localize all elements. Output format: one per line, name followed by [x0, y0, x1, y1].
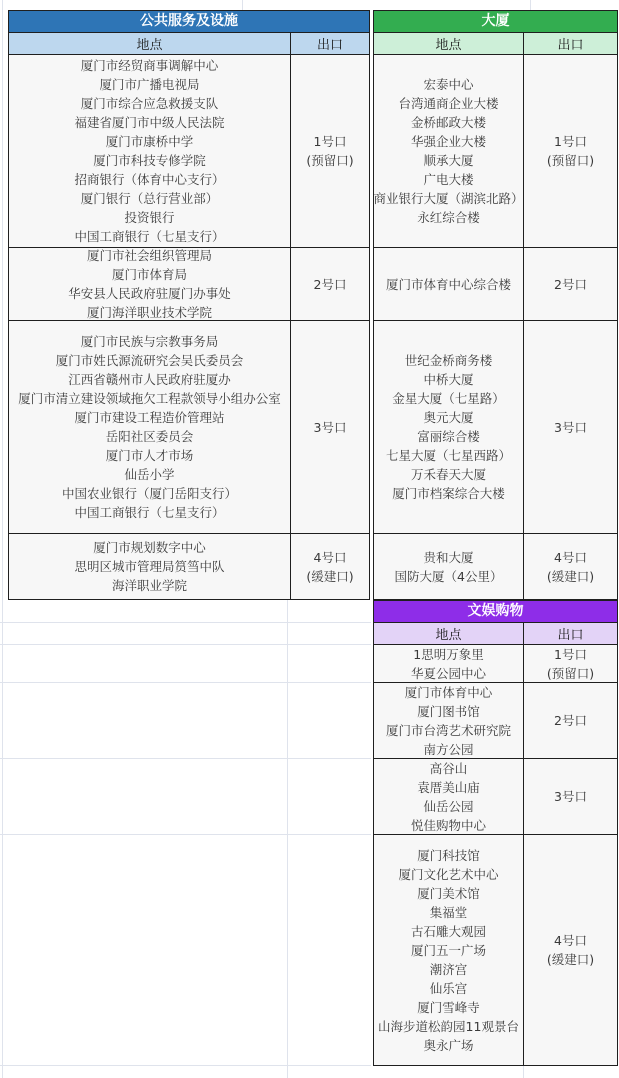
- table-entertainment-shopping: [373, 600, 618, 1066]
- location-line: 厦门市广播电视局: [99, 77, 200, 92]
- location-cell[interactable]: [374, 534, 524, 599]
- location-line: 厦门五一广场: [410, 942, 486, 958]
- table-row-group: [374, 248, 617, 321]
- grid-line: [0, 834, 371, 835]
- grid-line: [530, 0, 531, 10]
- location-line: 华夏公园中心: [410, 665, 486, 681]
- location-line: 国防大厦（4公里）: [394, 568, 503, 584]
- exit-line: 3号口: [313, 419, 347, 435]
- column-header-location[interactable]: 地点: [9, 33, 291, 54]
- location-line: 厦门市人才市场: [105, 448, 194, 463]
- table-row-group: [374, 321, 617, 534]
- exit-cell[interactable]: [291, 248, 369, 320]
- exit-line: 2号口: [313, 276, 347, 292]
- location-line: 潮济宫: [429, 961, 468, 977]
- grid-line: [0, 682, 371, 683]
- location-line: 岳阳社区委员会: [105, 429, 194, 444]
- location-line: 思明区城市管理局筼筜中队: [74, 559, 225, 574]
- table-row-group: [9, 534, 369, 599]
- location-line: 奥永广场: [423, 1037, 474, 1053]
- grid-line: [242, 0, 243, 10]
- exit-line: (预留口): [306, 153, 354, 168]
- location-line: 厦门市民族与宗教事务局: [80, 334, 219, 349]
- table-row-group: [374, 534, 617, 599]
- location-line: 厦门科技馆: [417, 847, 480, 863]
- location-line: 华安县人民政府驻厦门办事处: [68, 286, 231, 301]
- location-line: 厦门图书馆: [417, 703, 480, 719]
- location-line: 福建省厦门市中级人民法院: [74, 115, 225, 130]
- table-row-group: [9, 248, 369, 321]
- location-line: 富丽综合楼: [417, 429, 480, 444]
- location-cell[interactable]: [374, 55, 524, 247]
- table-title[interactable]: 文娱购物: [374, 601, 617, 623]
- location-line: 华强企业大楼: [410, 134, 486, 149]
- column-header-exit[interactable]: 出口: [557, 38, 584, 53]
- location-cell[interactable]: [374, 645, 524, 682]
- exit-cell[interactable]: [524, 683, 617, 758]
- exit-cell[interactable]: [524, 759, 617, 834]
- exit-line: 3号口: [554, 789, 587, 804]
- location-line: 厦门市台湾艺术研究院: [385, 722, 511, 738]
- table-row-group: [374, 55, 617, 248]
- location-line: 海洋职业学院: [111, 578, 187, 593]
- location-line: 厦门海洋职业技术学院: [86, 305, 212, 320]
- location-line: 厦门市体育局: [111, 267, 187, 282]
- location-line: 集福堂: [429, 904, 468, 920]
- location-line: 厦门文化艺术中心: [398, 866, 499, 882]
- exit-cell[interactable]: [524, 645, 617, 682]
- table-row-group: [374, 683, 617, 759]
- exit-cell[interactable]: [291, 534, 369, 599]
- grid-line: [287, 600, 288, 1078]
- grid-line: [0, 1065, 371, 1066]
- location-line: 悦佳购物中心: [410, 817, 486, 833]
- table-row-group: [9, 321, 369, 534]
- location-cell[interactable]: [374, 683, 524, 758]
- exit-line: (缓建口): [546, 568, 595, 584]
- location-line: 1思明万象里: [413, 646, 484, 662]
- location-line: 七星大厦（七星西路）: [385, 448, 511, 463]
- exit-cell[interactable]: [291, 321, 369, 533]
- location-line: 江西省赣州市人民政府驻厦办: [68, 372, 231, 387]
- exit-line: 2号口: [554, 276, 587, 292]
- grid-line: [0, 622, 371, 623]
- location-line: 厦门市康桥中学: [105, 134, 194, 149]
- location-line: 仙岳小学: [124, 467, 175, 482]
- location-line: 厦门市经贸商事调解中心: [80, 58, 219, 73]
- location-line: 袁厝美山庙: [417, 779, 480, 795]
- location-cell[interactable]: [374, 321, 524, 533]
- location-line: 仙乐宫: [429, 980, 468, 996]
- location-line: 台湾通商企业大楼: [398, 96, 499, 111]
- location-line: 山海步道松韵园11观景台: [378, 1018, 519, 1034]
- location-line: 厦门市建设工程造价管理站: [74, 410, 225, 425]
- table-public-services: [8, 10, 370, 600]
- location-line: 金桥邮政大楼: [410, 115, 486, 130]
- location-line: 奥元大厦: [423, 410, 474, 425]
- location-line: 世纪金桥商务楼: [404, 353, 493, 368]
- location-line: 金星大厦（七星路）: [392, 391, 505, 406]
- location-line: 宏泰中心: [423, 77, 474, 92]
- location-cell[interactable]: [374, 759, 524, 834]
- exit-cell[interactable]: [291, 55, 369, 247]
- location-line: 厦门市规划数字中心: [93, 540, 206, 555]
- location-cell[interactable]: [9, 534, 291, 599]
- location-line: 贵和大厦: [423, 549, 474, 565]
- column-header-row: [374, 623, 617, 645]
- table-row-group: [374, 759, 617, 835]
- exit-line: 2号口: [554, 713, 587, 728]
- location-line: 厦门市体育中心综合楼: [385, 276, 511, 292]
- table-title[interactable]: 公共服务及设施: [9, 11, 369, 33]
- exit-cell[interactable]: [524, 55, 617, 247]
- location-line: 中国农业银行（厦门岳阳支行）: [61, 486, 237, 501]
- location-cell[interactable]: [9, 248, 291, 320]
- location-line: 商业银行大厦（湖滨北路）: [373, 191, 524, 206]
- column-header-row: [374, 33, 617, 55]
- location-line: 中桥大厦: [423, 372, 474, 387]
- location-line: 万禾春天大厦: [410, 467, 486, 482]
- location-line: 厦门美术馆: [417, 885, 480, 901]
- location-cell[interactable]: [374, 835, 524, 1065]
- exit-line: 3号口: [554, 419, 587, 435]
- exit-line: 1号口: [554, 646, 587, 662]
- column-header-row: [9, 33, 369, 55]
- table-row-group: [374, 645, 617, 683]
- exit-line: 1号口: [554, 134, 587, 149]
- location-line: 厦门市清立建设领域拖欠工程款领导小组办公室: [18, 391, 281, 406]
- location-cell[interactable]: [9, 55, 291, 247]
- exit-line: 4号口: [313, 549, 347, 565]
- location-line: 厦门市体育中心: [404, 684, 493, 700]
- exit-line: (预留口): [546, 665, 595, 681]
- location-line: 投资银行: [124, 210, 175, 225]
- location-line: 仙岳公园: [423, 798, 474, 814]
- location-line: 高谷山: [429, 760, 468, 776]
- location-line: 厦门银行（总行营业部）: [80, 191, 219, 206]
- exit-line: 4号口: [554, 933, 587, 948]
- column-header-exit[interactable]: 出口: [557, 628, 584, 643]
- grid-line: [0, 644, 371, 645]
- location-line: 永红综合楼: [417, 210, 480, 225]
- location-line: 招商银行（体育中心支行）: [74, 172, 225, 187]
- location-line: 厦门市档案综合大楼: [392, 486, 505, 501]
- exit-line: (缓建口): [306, 568, 354, 584]
- exit-line: 4号口: [554, 549, 587, 565]
- location-cell[interactable]: [9, 321, 291, 533]
- location-cell[interactable]: [374, 248, 524, 320]
- location-line: 厦门雪峰寺: [417, 999, 480, 1015]
- location-line: 广电大楼: [423, 172, 474, 187]
- grid-line: [2, 0, 3, 1078]
- column-header-exit[interactable]: 出口: [316, 38, 343, 53]
- table-row-group: [9, 55, 369, 248]
- location-line: 古石雕大观园: [410, 923, 486, 939]
- location-line: 中国工商银行（七星支行）: [74, 229, 225, 244]
- location-line: 厦门市姓氏源流研究会吴氏委员会: [55, 353, 244, 368]
- location-line: 厦门市科技专修学院: [93, 153, 206, 168]
- location-line: 南方公园: [423, 741, 474, 757]
- exit-line: 1号口: [313, 134, 347, 149]
- exit-line: (预留口): [546, 153, 595, 168]
- location-line: 中国工商银行（七星支行）: [74, 505, 225, 520]
- exit-cell[interactable]: [524, 321, 617, 533]
- location-line: 顺承大厦: [423, 153, 474, 168]
- grid-line: [523, 1066, 524, 1078]
- table-row-group: [374, 835, 617, 1065]
- table-buildings: [373, 10, 618, 600]
- exit-line: (缓建口): [546, 952, 595, 967]
- table-title[interactable]: 大厦: [374, 11, 617, 33]
- exit-cell[interactable]: [524, 835, 617, 1065]
- location-line: 厦门市社会组织管理局: [86, 248, 212, 263]
- column-header-location[interactable]: 地点: [374, 33, 524, 54]
- column-header-location[interactable]: 地点: [374, 623, 524, 644]
- location-line: 厦门市综合应急救援支队: [80, 96, 219, 111]
- grid-line: [0, 758, 371, 759]
- exit-cell[interactable]: [524, 534, 617, 599]
- exit-cell[interactable]: [524, 248, 617, 320]
